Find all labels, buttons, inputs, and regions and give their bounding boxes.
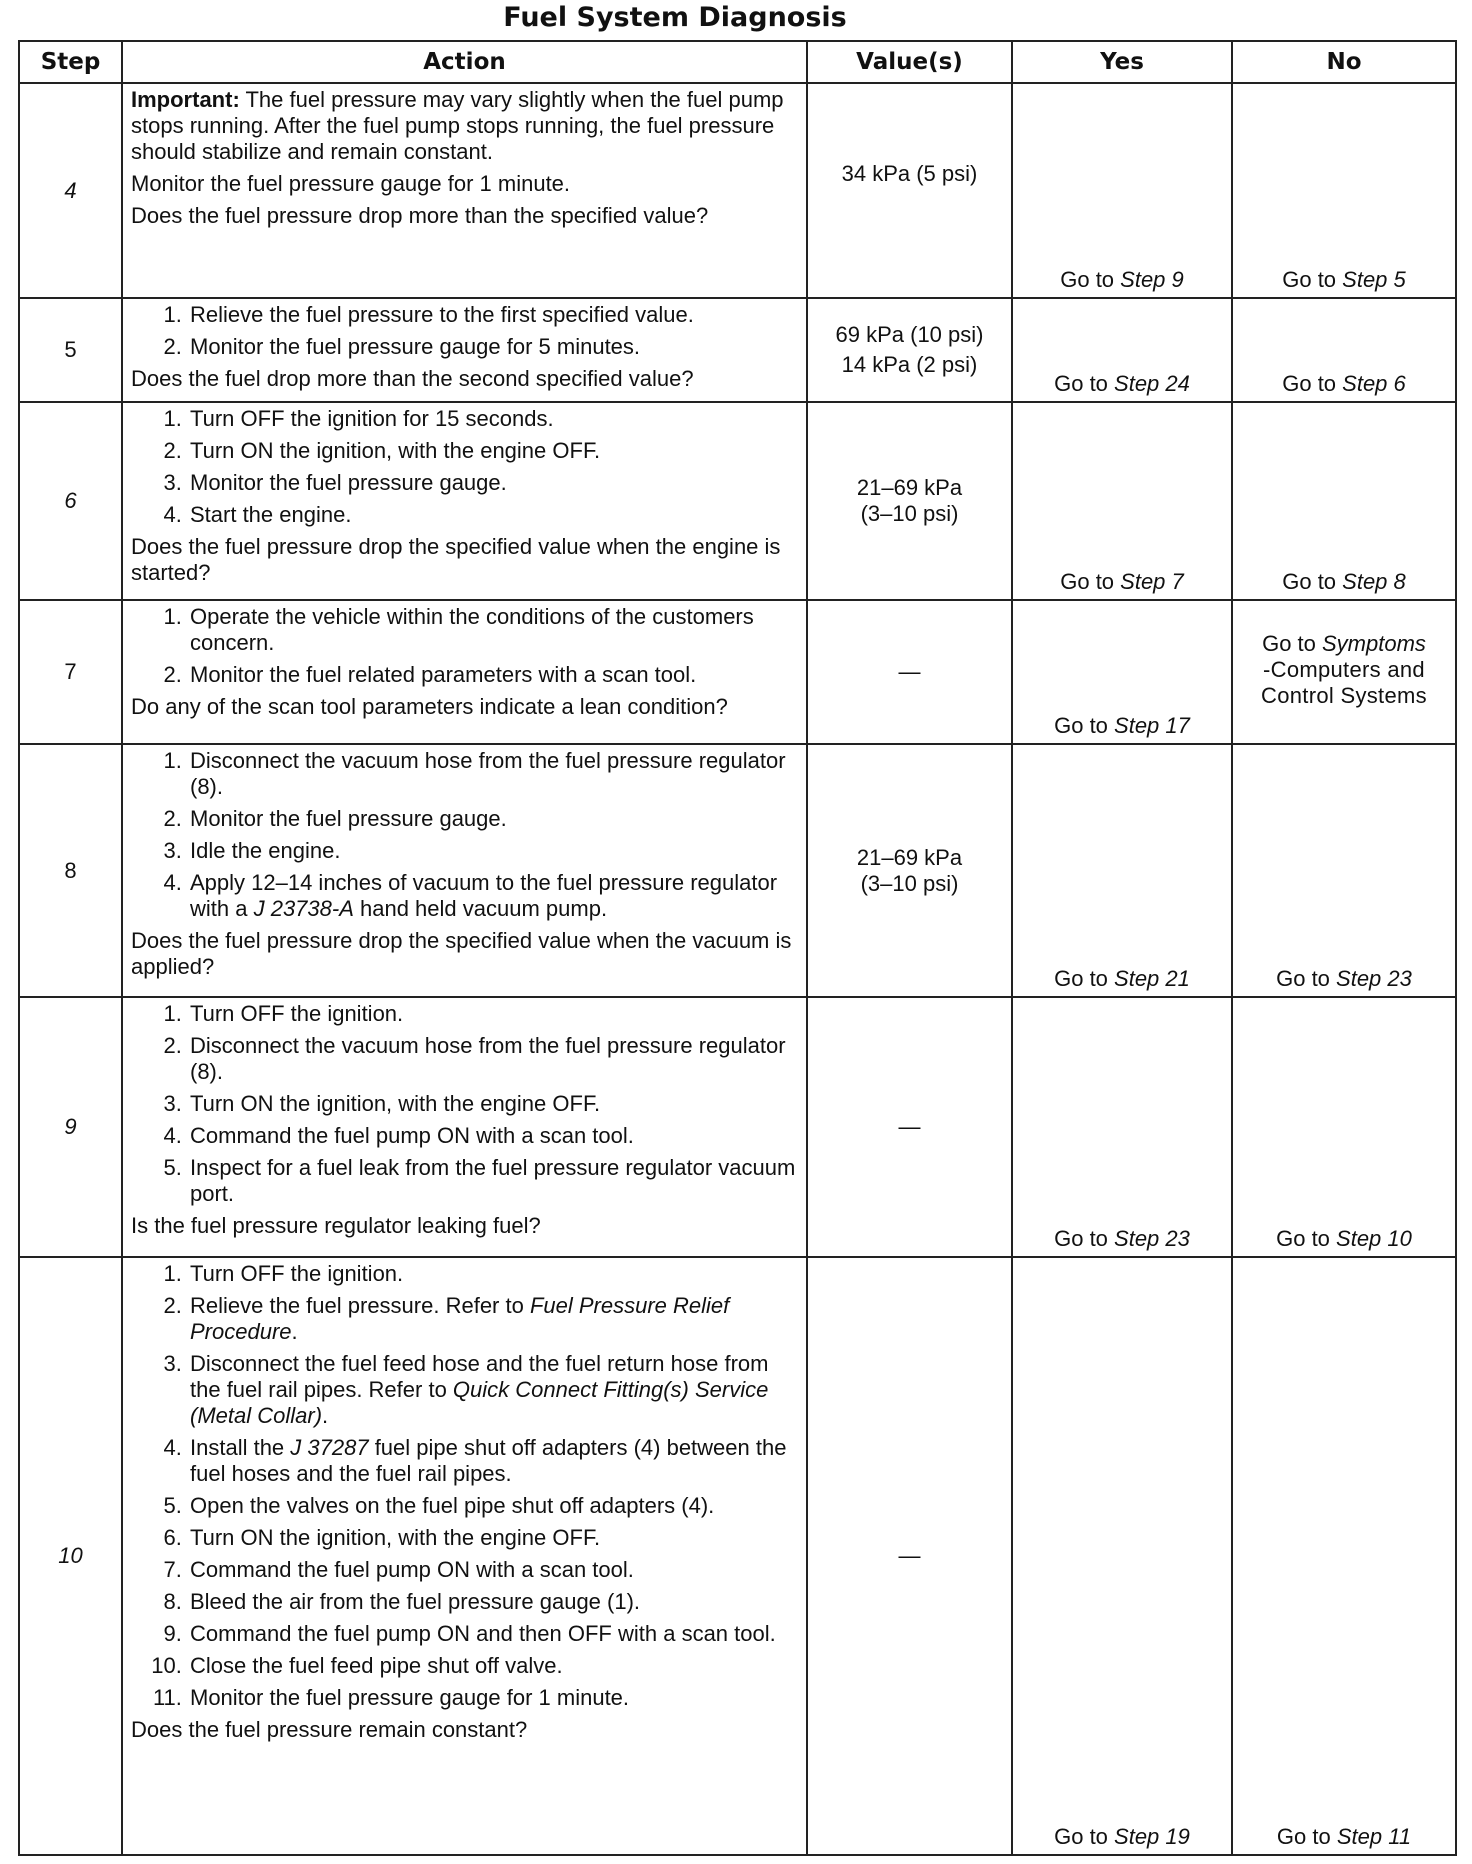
page-title: Fuel System Diagnosis (503, 2, 847, 33)
step-number: 5 (19, 298, 122, 401)
list-item: 1. Turn OFF the ignition. (188, 1261, 798, 1287)
value-text: 21–69 kPa (856, 475, 963, 501)
yes-cell (1012, 1257, 1232, 1855)
no-cell (1232, 402, 1456, 601)
no-suffix-line: -Computers and (1263, 657, 1425, 683)
no-cell (1232, 997, 1456, 1257)
action-question: Does the fuel pressure drop more than the specified value? (131, 203, 709, 228)
no-step-link[interactable]: Step 10 (1336, 1226, 1412, 1252)
no-step-link[interactable]: Step 23 (1336, 966, 1412, 992)
step-number: 6 (19, 402, 122, 601)
action-question: Does the fuel pressure drop the specified value when the engine is started? (131, 533, 781, 585)
value-text: 21–69 kPa (856, 844, 963, 870)
action-cell (122, 600, 807, 744)
important-label: Important: (131, 87, 240, 112)
action-steps (131, 1261, 798, 1711)
yes-step-link[interactable]: Step 7 (1120, 569, 1184, 595)
step-number: 4 (19, 83, 122, 298)
value-text: 14 kPa (2 psi) (841, 352, 978, 378)
list-item: 11. Monitor the fuel pressure gauge for 1 minute. (188, 1685, 798, 1711)
list-item: 3. Turn ON the ignition, with the engine OFF. (188, 1091, 798, 1117)
table-row (19, 744, 1456, 997)
yes-cell (1012, 83, 1232, 298)
action-paragraph: Monitor the fuel pressure gauge for 1 minute. (131, 171, 571, 196)
value-cell (807, 83, 1012, 298)
value-text: 69 kPa (10 psi) (835, 322, 984, 348)
yes-step-link[interactable]: Step 21 (1114, 966, 1190, 992)
value-cell (807, 402, 1012, 601)
action-steps (131, 406, 798, 528)
list-item: 3. Monitor the fuel pressure gauge. (188, 470, 798, 496)
list-item: 1. Disconnect the vacuum hose from the fuel pressure regulator (8). (188, 748, 798, 800)
procedure-reference[interactable]: Quick Connect Fitting(s) Service (Metal Collar) (190, 1377, 769, 1429)
action-question: Is the fuel pressure regulator leaking fuel? (131, 1213, 541, 1239)
item-text: Install the (190, 1435, 291, 1461)
value-text: — (898, 1114, 921, 1140)
table-row (19, 997, 1456, 1257)
value-text: — (898, 659, 921, 685)
value-cell (807, 600, 1012, 744)
no-prefix: Go to (1282, 370, 1343, 396)
table-row (19, 402, 1456, 601)
item-text: hand held vacuum pump. (353, 896, 608, 922)
no-cell (1232, 1257, 1456, 1855)
no-cell (1232, 298, 1456, 401)
no-prefix: Go to (1262, 631, 1322, 657)
step-number: 9 (19, 997, 122, 1257)
yes-prefix: Go to (1054, 370, 1115, 396)
no-cell (1232, 83, 1456, 298)
value-cell (807, 298, 1012, 401)
yes-cell (1012, 402, 1232, 601)
list-item (188, 1293, 798, 1345)
header-values: Value(s) (807, 41, 1012, 83)
yes-cell (1012, 298, 1232, 401)
yes-prefix: Go to (1054, 1824, 1115, 1849)
yes-prefix: Go to (1060, 267, 1121, 293)
action-cell (122, 83, 807, 298)
item-text: . (322, 1403, 329, 1429)
no-symptoms-line (1241, 631, 1447, 657)
no-suffix-line: Control Systems (1261, 683, 1427, 709)
tool-reference: J 37287 (290, 1435, 369, 1461)
yes-prefix: Go to (1054, 713, 1115, 739)
tool-reference: J 23738-A (253, 896, 354, 922)
item-text: Apply 12–14 inches of vacuum to the fuel pressure regulator with a (190, 870, 778, 922)
yes-step-link[interactable]: Step 17 (1114, 713, 1190, 739)
item-text: Relieve the fuel pressure. Refer to (190, 1293, 530, 1319)
action-question: Do any of the scan tool parameters indicate a lean condition? (131, 694, 728, 720)
item-text: Disconnect the fuel feed hose and the fuel return hose from the fuel rail pipes. Refer to (190, 1351, 769, 1403)
action-cell (122, 1257, 807, 1855)
no-prefix: Go to (1276, 1824, 1337, 1849)
list-item: 10. Close the fuel feed pipe shut off valve. (188, 1653, 798, 1679)
table-header-row (19, 41, 1456, 83)
action-cell (122, 744, 807, 997)
value-text: (3–10 psi) (860, 501, 959, 527)
action-question: Does the fuel drop more than the second specified value? (131, 366, 694, 392)
yes-prefix: Go to (1060, 569, 1121, 595)
table-row (19, 1257, 1456, 1855)
action-cell (122, 298, 807, 401)
important-note (131, 87, 798, 165)
step-number: 10 (19, 1257, 122, 1855)
no-prefix: Go to (1282, 569, 1343, 595)
list-item: 1. Turn OFF the ignition. (188, 1001, 798, 1027)
yes-step-link[interactable]: Step 24 (1114, 370, 1190, 396)
list-item: 9. Command the fuel pump ON and then OFF with a scan tool. (188, 1621, 798, 1647)
value-cell (807, 1257, 1012, 1855)
no-prefix: Go to (1276, 966, 1337, 992)
header-yes: Yes (1012, 41, 1232, 83)
yes-prefix: Go to (1054, 966, 1115, 992)
value-text: — (898, 1543, 921, 1569)
no-step-link[interactable]: Step 5 (1342, 267, 1406, 293)
yes-step-link[interactable]: Step 23 (1114, 1226, 1190, 1252)
value-text: 34 kPa (5 psi) (841, 160, 978, 186)
list-item: 4. Start the engine. (188, 502, 798, 528)
table-row (19, 83, 1456, 298)
important-text: The fuel pressure may vary slightly when the fuel pump stops running. After the fuel pump stops running, the fuel pressure should stabilize and remain constant. (131, 87, 784, 164)
header-step: Step (19, 41, 122, 83)
action-cell (122, 402, 807, 601)
list-item (188, 1435, 798, 1487)
no-prefix: Go to (1276, 1226, 1337, 1252)
step-number: 8 (19, 744, 122, 997)
procedure-reference[interactable]: Fuel Pressure Relief Procedure (190, 1293, 730, 1345)
no-cell (1232, 744, 1456, 997)
header-action: Action (122, 41, 807, 83)
list-item: 1. Relieve the fuel pressure to the first specified value. (188, 302, 798, 328)
table-row (19, 600, 1456, 744)
action-question: Does the fuel pressure remain constant? (131, 1717, 528, 1743)
item-text: fuel pipe shut off adapters (4) between the fuel hoses and the fuel rail pipes. (190, 1435, 787, 1487)
table-row (19, 298, 1456, 401)
header-no: No (1232, 41, 1456, 83)
no-step-link[interactable]: Step 11 (1336, 1824, 1412, 1849)
value-text: (3–10 psi) (860, 870, 959, 896)
list-item: 2. Monitor the fuel related parameters with a scan tool. (188, 662, 798, 688)
diagnosis-table (18, 40, 1457, 1856)
symptoms-link[interactable]: Symptoms (1322, 631, 1426, 657)
no-cell (1232, 600, 1456, 744)
list-item: 3. Idle the engine. (188, 838, 798, 864)
no-step-link[interactable]: Step 6 (1342, 370, 1406, 396)
value-cell (807, 997, 1012, 1257)
list-item: 7. Command the fuel pump ON with a scan tool. (188, 1557, 798, 1583)
list-item (188, 870, 798, 922)
yes-cell (1012, 600, 1232, 744)
action-steps (131, 1001, 798, 1207)
yes-cell (1012, 997, 1232, 1257)
list-item: 2. Turn ON the ignition, with the engine OFF. (188, 438, 798, 464)
action-steps (131, 748, 798, 922)
list-item: 4. Command the fuel pump ON with a scan tool. (188, 1123, 798, 1149)
list-item: 6. Turn ON the ignition, with the engine OFF. (188, 1525, 798, 1551)
yes-prefix: Go to (1054, 1226, 1115, 1252)
list-item: 1. Operate the vehicle within the conditions of the customers concern. (188, 604, 798, 656)
action-steps (131, 302, 798, 360)
step-number: 7 (19, 600, 122, 744)
value-cell (807, 744, 1012, 997)
action-question: Does the fuel pressure drop the specified value when the vacuum is applied? (131, 928, 792, 980)
list-item: 2. Monitor the fuel pressure gauge. (188, 806, 798, 832)
action-cell (122, 997, 807, 1257)
list-item (188, 1351, 798, 1429)
no-step-link[interactable]: Step 8 (1342, 569, 1406, 595)
list-item: 1. Turn OFF the ignition for 15 seconds. (188, 406, 798, 432)
list-item: 2. Monitor the fuel pressure gauge for 5 minutes. (188, 334, 798, 360)
yes-cell (1012, 744, 1232, 997)
action-steps (131, 604, 798, 688)
list-item: 2. Disconnect the vacuum hose from the fuel pressure regulator (8). (188, 1033, 798, 1085)
yes-step-link[interactable]: Step 9 (1120, 267, 1184, 293)
no-prefix: Go to (1282, 267, 1343, 293)
list-item: 8. Bleed the air from the fuel pressure gauge (1). (188, 1589, 798, 1615)
item-text: . (291, 1319, 298, 1345)
yes-step-link[interactable]: Step 19 (1114, 1824, 1190, 1849)
list-item: 5. Inspect for a fuel leak from the fuel pressure regulator vacuum port. (188, 1155, 798, 1207)
list-item: 5. Open the valves on the fuel pipe shut off adapters (4). (188, 1493, 798, 1519)
